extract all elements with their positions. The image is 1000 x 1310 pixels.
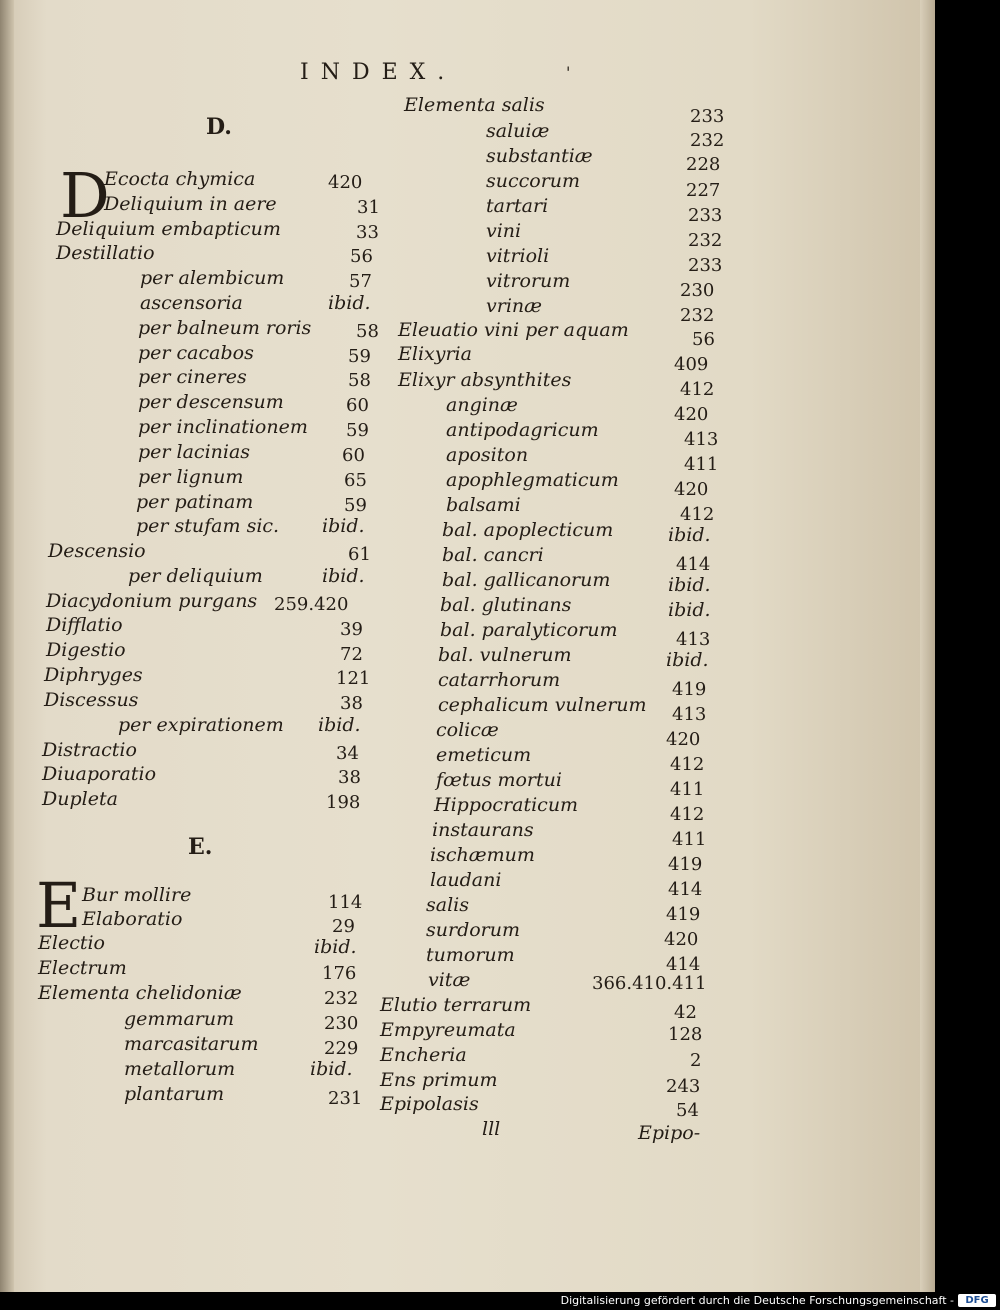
- index-term: bal. cancri: [442, 544, 544, 566]
- signature-mark: lll: [482, 1118, 501, 1140]
- index-page: 72: [340, 644, 363, 665]
- index-page: 42: [674, 1002, 697, 1023]
- index-term: Eleuatio vini per aquam: [398, 319, 629, 341]
- index-page: 38: [338, 767, 361, 788]
- index-page: 60: [342, 445, 365, 466]
- index-term: succorum: [486, 170, 581, 192]
- index-page: 414: [666, 954, 701, 975]
- index-page: 59: [346, 420, 369, 441]
- index-term: catarrhorum: [438, 669, 561, 691]
- index-term: metallorum: [124, 1058, 236, 1080]
- index-term: Digestio: [46, 639, 126, 661]
- index-term: bal. paralyticorum: [440, 619, 618, 641]
- index-page: 58: [356, 321, 379, 342]
- index-term: per stufam sic.: [136, 515, 280, 537]
- index-page: 232: [324, 988, 359, 1009]
- index-term: vitrioli: [486, 245, 550, 267]
- index-term: laudani: [430, 869, 502, 891]
- footer-bar: [0, 1292, 1000, 1310]
- index-term: per inclinationem: [138, 416, 308, 438]
- index-page: 230: [680, 280, 715, 301]
- index-page: 412: [670, 804, 705, 825]
- index-page: 176: [322, 963, 357, 984]
- index-term: per alembicum: [140, 267, 285, 289]
- index-page: 232: [688, 230, 723, 251]
- index-page: 414: [668, 879, 703, 900]
- index-term: gemmarum: [124, 1008, 235, 1030]
- index-page: 233: [690, 106, 725, 127]
- index-term: bal. gallicanorum: [442, 569, 611, 591]
- index-term: balsami: [446, 494, 521, 516]
- index-term: per expirationem: [118, 714, 284, 736]
- index-term: cephalicum vulnerum: [438, 694, 647, 716]
- index-page: 419: [672, 679, 707, 700]
- index-page: 243: [666, 1076, 701, 1097]
- index-page: 419: [668, 854, 703, 875]
- index-term: vitæ: [428, 969, 471, 991]
- index-term: Elixyria: [398, 343, 472, 365]
- index-term: bal. vulnerum: [438, 644, 572, 666]
- index-page: 230: [324, 1013, 359, 1034]
- index-page: 114: [328, 892, 363, 913]
- index-term: saluiæ: [486, 120, 550, 142]
- index-term: Descensio: [48, 540, 146, 562]
- index-term: marcasitarum: [124, 1033, 259, 1055]
- index-page: 39: [340, 619, 363, 640]
- index-term: Destillatio: [56, 242, 155, 264]
- index-page: 233: [688, 205, 723, 226]
- index-page: ibid.: [314, 936, 357, 958]
- index-term: per lignum: [138, 466, 244, 488]
- index-term: Difflatio: [46, 614, 123, 636]
- index-term: tartari: [486, 195, 549, 217]
- index-page: 420: [666, 729, 701, 750]
- drop-cap-d: D: [60, 159, 110, 232]
- index-term: Ecocta chymica: [104, 168, 256, 190]
- index-page: 65: [344, 470, 367, 491]
- index-page: 411: [672, 829, 707, 850]
- index-page: 411: [684, 454, 719, 475]
- index-page: 231: [328, 1088, 363, 1109]
- index-page: 54: [676, 1100, 699, 1121]
- index-page: 56: [350, 246, 373, 267]
- header-mark: ': [566, 63, 571, 82]
- index-term: per cacabos: [138, 342, 254, 364]
- page-edge: [920, 0, 935, 1292]
- index-term: Distractio: [42, 739, 137, 761]
- index-page: 29: [332, 916, 355, 937]
- index-page: 409: [674, 354, 709, 375]
- index-term: vini: [486, 220, 522, 242]
- index-term: Deliquium in aere: [104, 193, 277, 215]
- index-page: 420: [328, 172, 363, 193]
- index-page: 38: [340, 693, 363, 714]
- index-page: 420: [664, 929, 699, 950]
- index-term: bal. glutinans: [440, 594, 572, 616]
- dfg-logo: DFG: [958, 1294, 996, 1307]
- index-page: ibid.: [310, 1058, 353, 1080]
- index-page: ibid.: [328, 292, 371, 314]
- index-term: Discessus: [44, 689, 139, 711]
- index-page: 58: [348, 370, 371, 391]
- index-term: colicæ: [436, 719, 499, 741]
- index-term: Empyreumata: [380, 1019, 516, 1041]
- index-page: ibid.: [668, 599, 711, 621]
- index-term: per patinam: [136, 491, 254, 513]
- index-term: apophlegmaticum: [446, 469, 619, 491]
- index-term: instaurans: [432, 819, 534, 841]
- index-term: per cineres: [138, 366, 247, 388]
- index-page: 229: [324, 1038, 359, 1059]
- index-page: ibid.: [668, 524, 711, 546]
- index-page: ibid.: [666, 649, 709, 671]
- index-page: 228: [686, 154, 721, 175]
- index-term: bal. apoplecticum: [442, 519, 614, 541]
- index-term: Electrum: [38, 957, 127, 979]
- index-term: Elaboratio: [82, 908, 183, 930]
- section-letter-d: D.: [206, 114, 232, 140]
- index-term: vrinæ: [486, 295, 542, 317]
- index-page: 233: [688, 255, 723, 276]
- index-term: Elementa salis: [404, 94, 545, 116]
- index-term: Diuaporatio: [42, 763, 157, 785]
- page-header: INDEX.: [300, 60, 457, 85]
- index-term: apositon: [446, 444, 529, 466]
- section-letter-e: E.: [188, 834, 213, 860]
- index-term: Elementa chelidoniæ: [38, 982, 242, 1004]
- index-term: ischæmum: [430, 844, 535, 866]
- index-page: 413: [684, 429, 719, 450]
- index-page: ibid.: [322, 515, 365, 537]
- index-page: 419: [666, 904, 701, 925]
- index-page: 420: [674, 404, 709, 425]
- index-term: vitrorum: [486, 270, 571, 292]
- index-page: 259.420: [274, 594, 349, 615]
- drop-cap-e: E: [36, 869, 82, 942]
- index-page: 33: [356, 222, 379, 243]
- index-term: Diacydonium purgans: [46, 590, 258, 612]
- index-term: Encheria: [380, 1044, 467, 1066]
- index-page: 198: [326, 792, 361, 813]
- index-term: plantarum: [124, 1083, 225, 1105]
- index-page: 56: [692, 329, 715, 350]
- index-page: 412: [680, 379, 715, 400]
- index-term: per lacinias: [138, 441, 251, 463]
- index-term: Epipolasis: [380, 1093, 479, 1115]
- index-term: Elixyr absynthites: [398, 369, 572, 391]
- index-term: per descensum: [138, 391, 284, 413]
- index-page: 2: [690, 1050, 702, 1071]
- index-term: surdorum: [426, 919, 521, 941]
- index-term: Diphryges: [44, 664, 143, 686]
- index-page: 60: [346, 395, 369, 416]
- index-term: antipodagricum: [446, 419, 599, 441]
- index-term: tumorum: [426, 944, 515, 966]
- index-term: Hippocraticum: [434, 794, 579, 816]
- index-page: 411: [670, 779, 705, 800]
- index-page: 414: [676, 554, 711, 575]
- index-page: ibid.: [668, 574, 711, 596]
- footer-credit: Digitalisierung gefördert durch die Deutsche Forschungsgemeinschaft -: [560, 1294, 954, 1307]
- index-page: 59: [344, 495, 367, 516]
- index-page: 232: [690, 130, 725, 151]
- index-page: 232: [680, 305, 715, 326]
- index-term: salis: [426, 894, 469, 916]
- index-page: 227: [686, 180, 721, 201]
- index-page: ibid.: [322, 565, 365, 587]
- index-term: Bur mollire: [82, 884, 192, 906]
- index-term: Dupleta: [42, 788, 118, 810]
- index-term: Elutio terrarum: [380, 994, 532, 1016]
- catchword: Epipo-: [638, 1122, 701, 1144]
- index-page: 34: [336, 743, 359, 764]
- index-page: 31: [357, 197, 380, 218]
- index-page: 420: [674, 479, 709, 500]
- index-page: 413: [672, 704, 707, 725]
- index-term: ascensoria: [140, 292, 243, 314]
- index-page: 412: [680, 504, 715, 525]
- index-term: per balneum roris: [138, 317, 312, 339]
- index-page: 121: [336, 668, 371, 689]
- index-page: 57: [349, 271, 372, 292]
- index-page: 59: [348, 346, 371, 367]
- index-term: anginæ: [446, 394, 518, 416]
- index-term: emeticum: [436, 744, 532, 766]
- gutter-shadow: [0, 0, 14, 1292]
- index-term: Deliquium embapticum: [56, 218, 281, 240]
- index-page: 128: [668, 1024, 703, 1045]
- index-page: ibid.: [318, 714, 361, 736]
- index-page: 366.410.411: [592, 973, 707, 994]
- index-term: Electio: [38, 932, 105, 954]
- index-term: per deliquium: [128, 565, 263, 587]
- index-term: fœtus mortui: [436, 769, 562, 791]
- index-page: 412: [670, 754, 705, 775]
- index-term: substantiæ: [486, 145, 593, 167]
- index-page: 413: [676, 629, 711, 650]
- index-page: 61: [348, 544, 371, 565]
- index-term: Ens primum: [380, 1069, 498, 1091]
